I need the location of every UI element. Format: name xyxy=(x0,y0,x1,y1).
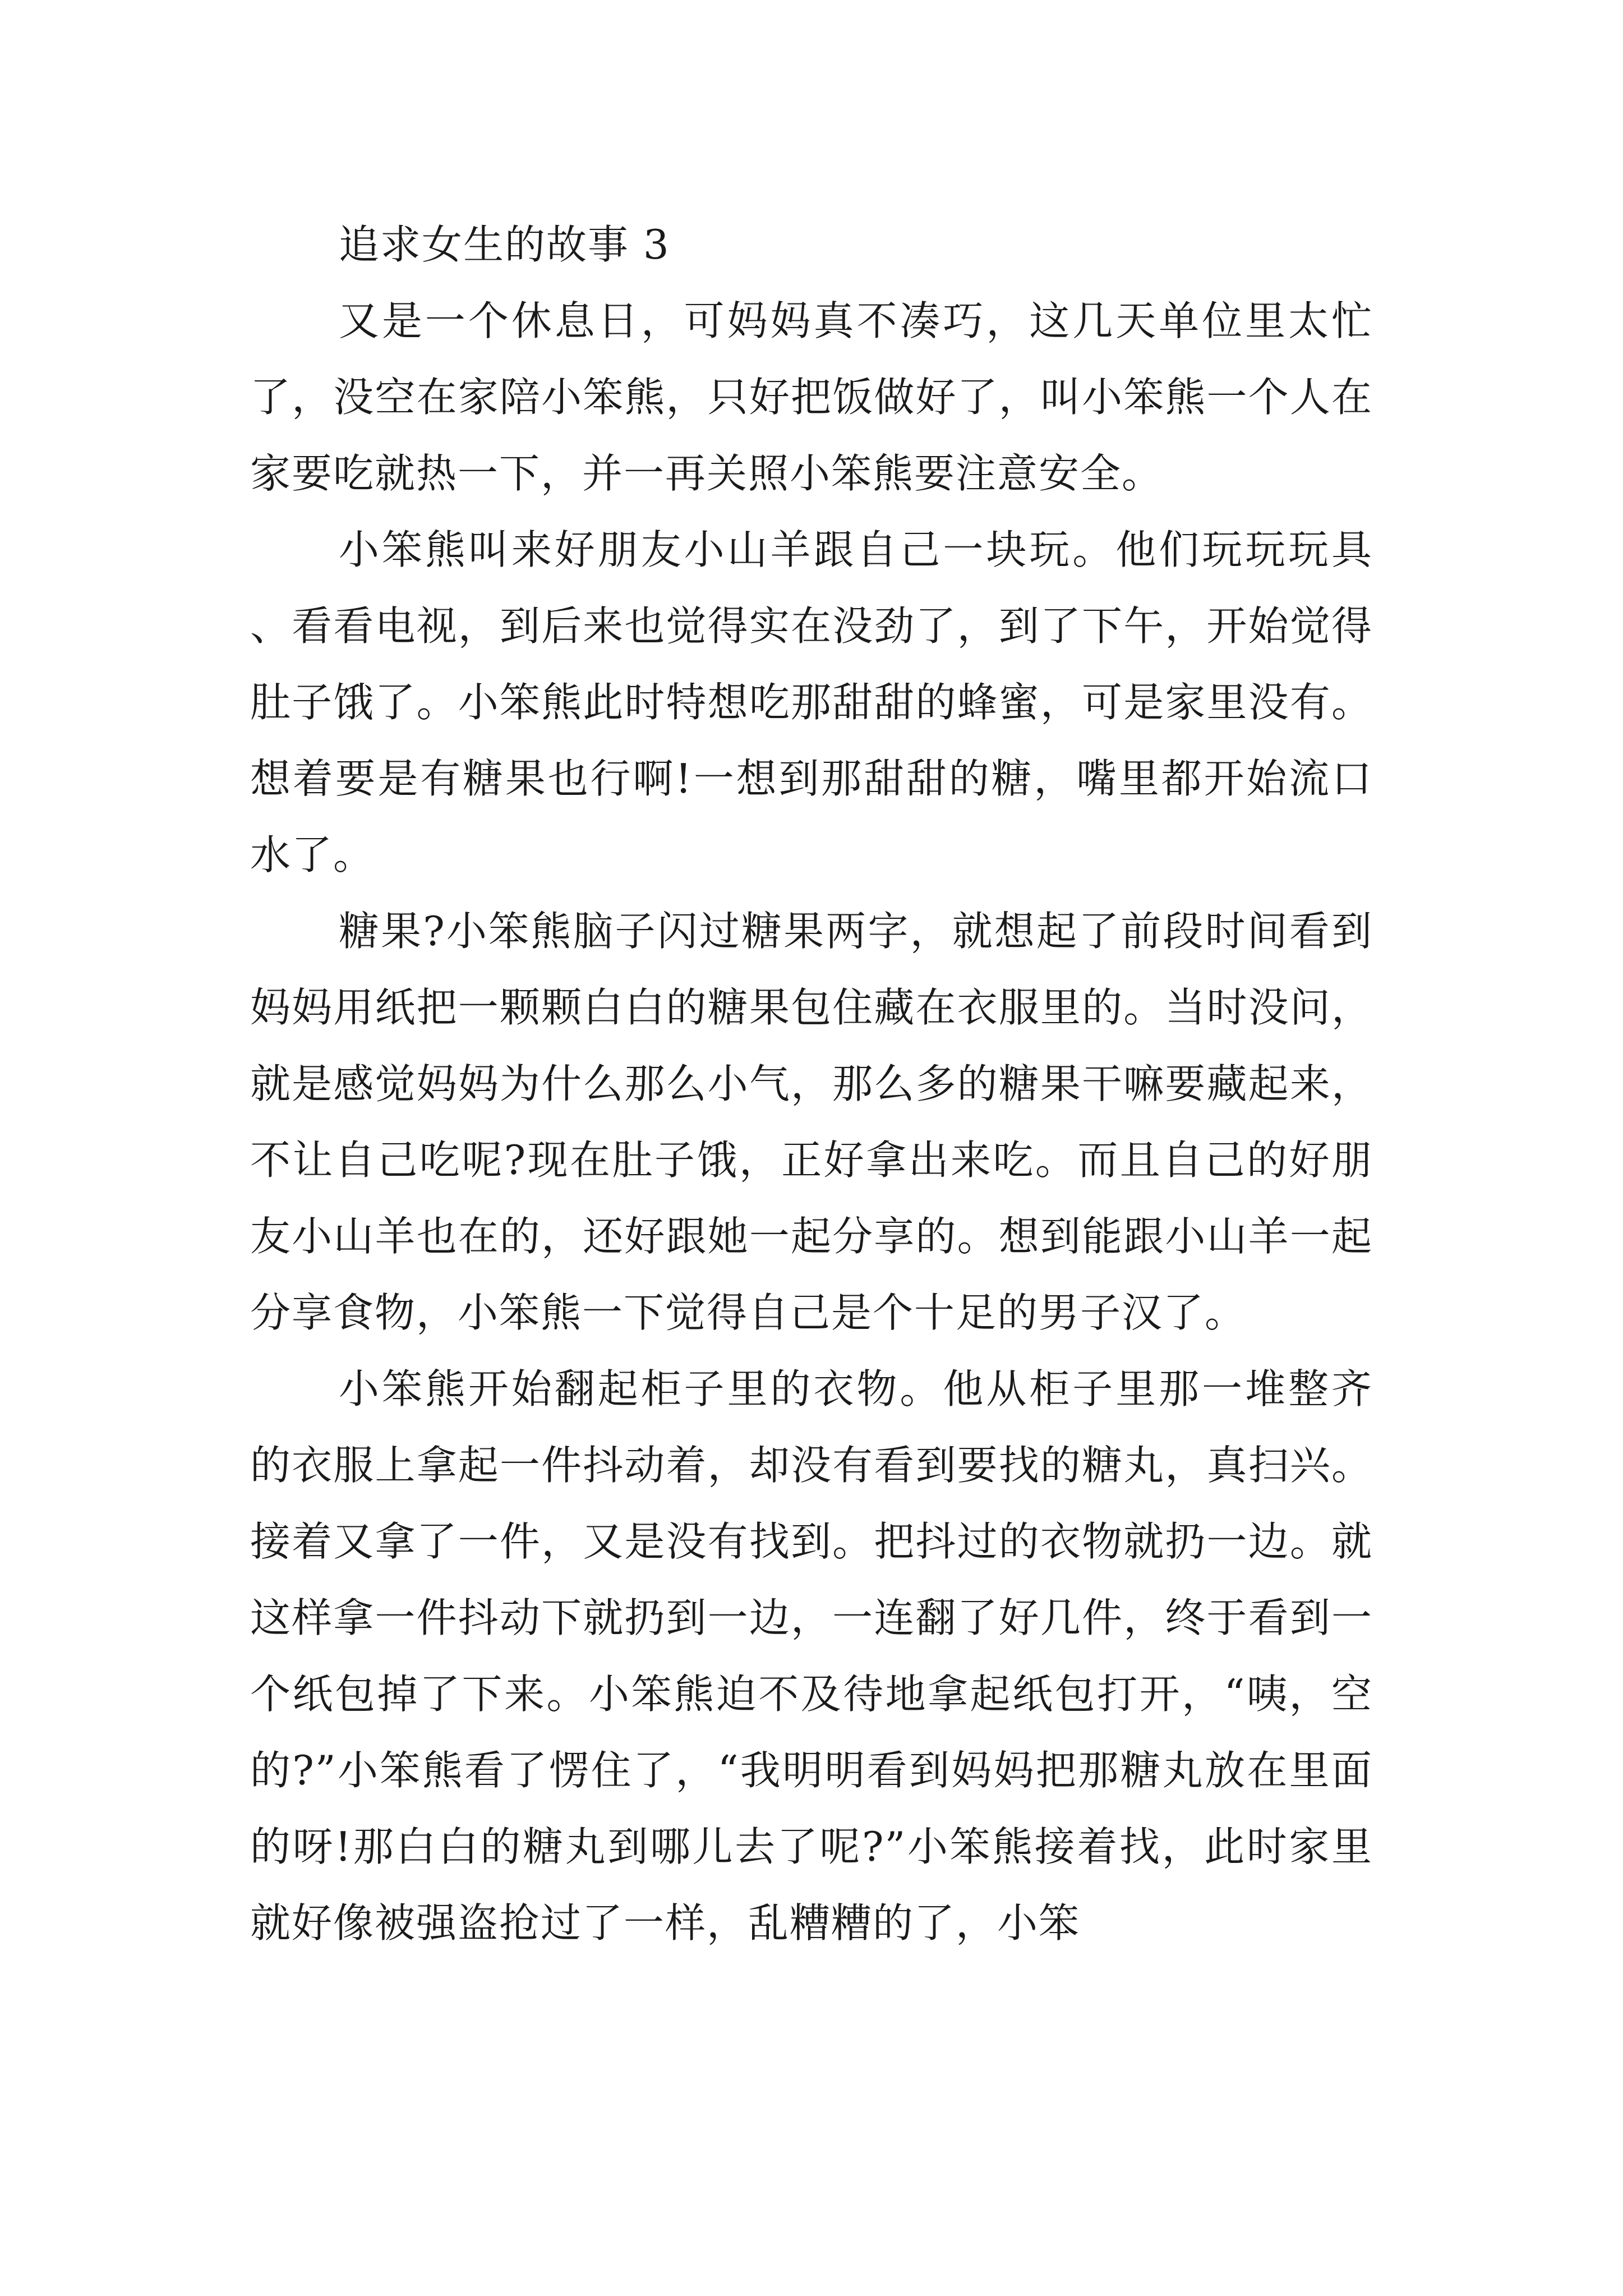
paragraph-1: 又是一个休息日，可妈妈真不凑巧，这几天单位里太忙了，没空在家陪小笨熊，只好把饭做好了，叫小笨熊一个人在家要吃就热一下，并一再关照小笨熊要注意安全。 xyxy=(250,297,1373,497)
paragraph-3: 糖果?小笨熊脑子闪过糖果两字，就想起了前段时间看到妈妈用纸把一颗颗白白的糖果包住藏在衣服里的。当时没问，就是感觉妈妈为什么那么小气，那么多的糖果干嘛要藏起来，不让自己吃呢?现在肚子饿，正好拿出来吃。而且自己的好朋友小山羊也在的，还好跟她一起分享的。想到能跟小山羊一起分享食物，小笨熊一下觉得自己是个十足的男子汉了。 xyxy=(250,908,1373,1336)
document-title: 追求女生的故事 3 xyxy=(339,221,670,268)
paragraph-2: 小笨熊叫来好朋友小山羊跟自己一块玩。他们玩玩玩具、看看电视，到后来也觉得实在没劲了，到了下午，开始觉得肚子饿了。小笨熊此时特想吃那甜甜的蜂蜜，可是家里没有。想着要是有糖果也行啊!一想到那甜甜的糖，嘴里都开始流口水了。 xyxy=(250,526,1373,878)
document-body xyxy=(250,206,1373,1961)
paragraph-4: 小笨熊开始翻起柜子里的衣物。他从柜子里那一堆整齐的衣服上拿起一件抖动着，却没有看到要找的糖丸，真扫兴。接着又拿了一件，又是没有找到。把抖过的衣物就扔一边。就这样拿一件抖动下就扔到一边，一连翻了好几件，终于看到一个纸包掉了下来。小笨熊迫不及待地拿起纸包打开，“咦，空的?”小笨熊看了愣住了，“我明明看到妈妈把那糖丸放在里面的呀!那白白的糖丸到哪儿去了呢?”小笨熊接着找，此时家里就好像被强盗抢过了一样，乱糟糟的了，小笨 xyxy=(250,1365,1373,1947)
